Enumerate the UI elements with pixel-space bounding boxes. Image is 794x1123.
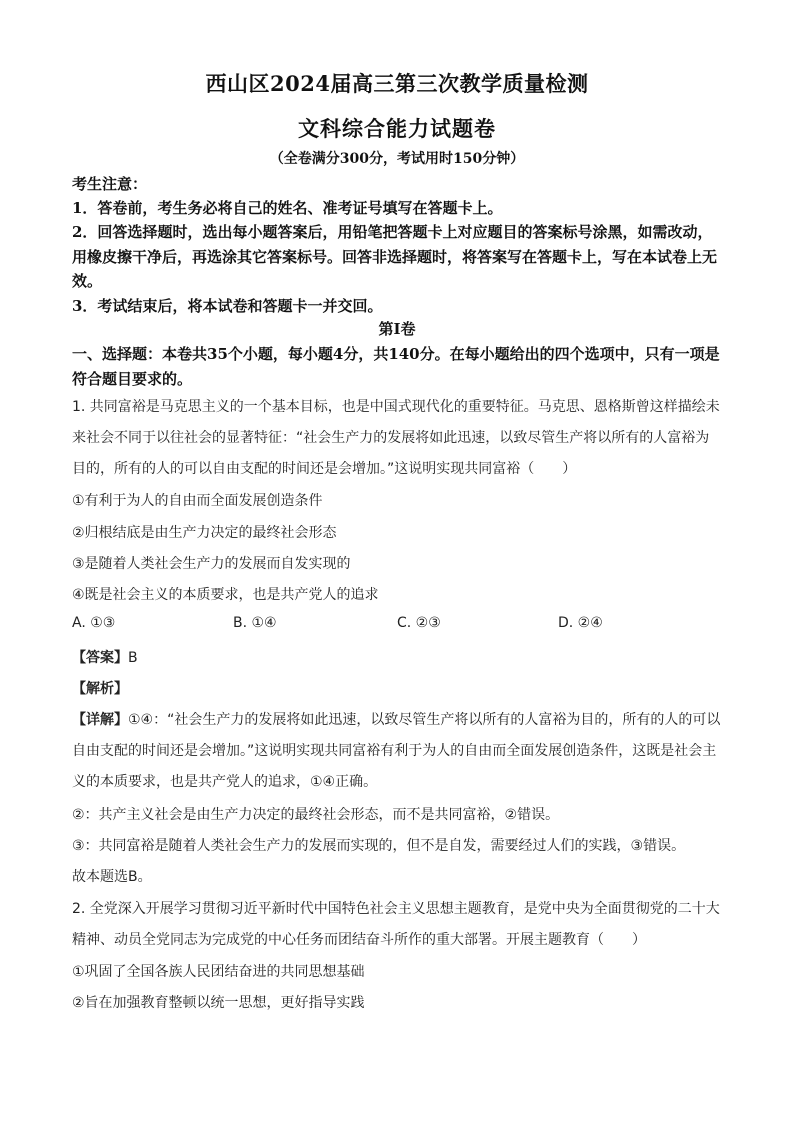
question-1-option-3: ③是随着人类社会生产力的发展而自发实现的 [72,556,351,572]
section-heading: 一、选择题：本卷共35个小题，每小题4分，共140分。在每小题给出的四个选项中，只有一项是符合题目要求的。 [72,345,720,388]
detail-paragraph [72,705,722,798]
choice-b: B. ①④ [233,615,277,631]
question-1-stem: 1. 共同富裕是马克思主义的一个基本目标，也是中国式现代化的重要特征。马克思、恩格斯曾这样描绘未来社会不同于以往社会的显著特征：“社会生产力的发展将如此迅速，以致尽管生产将以所有的人富裕为目的，所有的人的可以自由支配的时间还是会增加。”这说明实现共同富裕（ ） [72,399,720,477]
exam-duration-note: （全卷满分300分，考试用时150分钟） [269,151,525,167]
volume-heading: 第Ⅰ卷 [378,320,416,338]
choice-d: D. ②④ [558,615,603,631]
question-2-option-1: ①巩固了全国各族人民团结奋进的共同思想基础 [72,964,365,980]
question-2-stem: 2. 全党深入开展学习贯彻习近平新时代中国特色社会主义思想主题教育，是党中央为全面贯彻党的二十大精神、动员全党同志为完成党的中心任务而团结奋斗所作的重大部署。开展主题教育（ ） [72,901,720,948]
notice-item-1: 1．答卷前，考生务必将自己的姓名、准考证号填写在答题卡上。 [72,199,503,217]
analysis-line-3: ③：共同富裕是随着人类社会生产力的发展而实现的，但不是自发，需要经过人们的实践，③错误。 [72,838,686,854]
question-1-option-2: ②归根结底是由生产力决定的最终社会形态 [72,525,337,541]
detail-text: ①④：“社会生产力的发展将如此迅速，以致尽管生产将以所有的人富裕为目的，所有的人的可以自由支配的时间还是会增加。”这说明实现共同富裕有利于为人的自由而全面发展创造条件，这既是社会主义的本质要求，也是共产党人的追求，①④正确。 [72,712,721,790]
analysis-conclusion: 故本题选B。 [72,869,152,885]
analysis-line-2: ②：共产主义社会是由生产力决定的最终社会形态，而不是共同富裕，②错误。 [72,807,560,823]
answer-line [72,647,138,667]
question-1-option-4: ④既是社会主义的本质要求，也是共产党人的追求 [72,587,379,603]
choice-c: C. ②③ [397,615,441,631]
notice-item-2: 2．回答选择题时，选出每小题答案后，用铅笔把答题卡上对应题目的答案标号涂黑，如需改动，用橡皮擦干净后，再选涂其它答案标号。回答非选择题时，将答案写在答题卡上，写在本试卷上无效。 [72,223,718,290]
notice-item-3: 3．考试结束后，将本试卷和答题卡一并交回。 [72,297,383,315]
exam-subtitle: 文科综合能力试题卷 [298,116,496,141]
answer-label: 【答案】 [72,650,128,666]
exam-title: 西山区2024届高三第三次教学质量检测 [205,71,589,96]
detail-label: 【详解】 [72,712,128,728]
choice-a: A. ①③ [72,615,116,631]
question-1-option-1: ①有利于为人的自由而全面发展创造条件 [72,493,323,509]
analysis-label: 【解析】 [72,681,128,697]
notice-heading: 考生注意： [72,175,148,193]
question-2-option-2: ②旨在加强教育整顿以统一思想，更好指导实践 [72,995,365,1011]
answer-value: B [128,650,138,666]
